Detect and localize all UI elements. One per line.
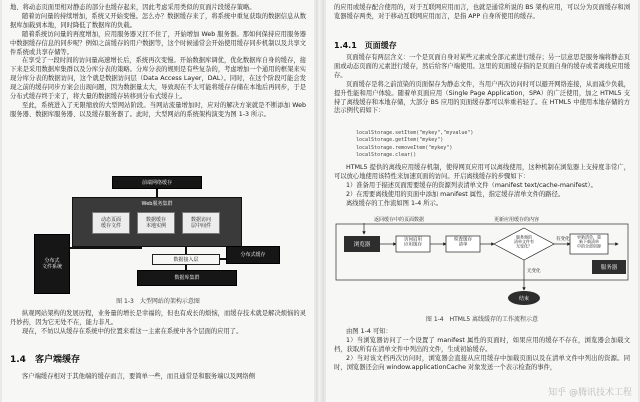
paragraph: 2）当对该文档再次访问时，浏览器会直接从应用缓存中加载页面以及在清单文件中列出的资源。同时，浏览器还会向 window.applicationCache 对象发送一个表示检查的事件， <box>334 354 630 371</box>
data-access-middleware-box: 数据访问 层中间件 <box>182 212 220 234</box>
paragraph: 离线缓存的工作流如图 1-4 所示。 <box>346 199 443 207</box>
front-network-cache-box: 前端网络缓存 <box>112 176 202 189</box>
local-data-cache-box: 数据缓存 本地实例 <box>137 212 175 234</box>
download-label: 更新清单，重新下载清单中的全部资源 <box>577 234 601 249</box>
code-block <box>356 130 473 159</box>
paragraph: 2）在需要离线使用的页面中添加 manifest 属性，指定缓存清单文件的路径。 <box>346 190 565 198</box>
paragraph: 在享受了一段时间的访问量高速增长后，系统再次变慢。开始数据库调优，优化数据库自身的缓存，接下来是采用数据库集群以及分库分表的策略。分库分表的规则是有些复杂的，考虑增加一个通用的框架来实现分库分表的数据访问，这个就是数据访问层（Data Access Layer，DAL）。同时，在这个阶段可能会发现之前的缓存同步方案会出现问题，因为数据量太大，导致现在不太可能将缓存存储在本地后再同步，于是分布式缓存终于来了，将大量的数据缓存转移到分布式缓存上。 <box>10 57 306 101</box>
right-page-body-text <box>334 54 630 116</box>
right-page-mid-text <box>334 164 630 209</box>
figure-1-4 <box>334 210 630 310</box>
book-gutter <box>316 0 324 402</box>
paragraph: 至此，系统进入了无限缩放的大型网站阶段。当网站流量增加时，应对的解决方案就是不断添加 Web 服务器、数据库服务器、以及缓存服务器了。此时，大型网站的系统架构演变为图 1-3 所示。 <box>10 101 306 118</box>
paragraph: 随着访问量的持续增加，系统又开始变慢。怎么办？数据缓存来了，将系统中重复获取的数据信息从数据库加载到本地，同时降低了数据库的负载。 <box>10 12 306 29</box>
paragraph: 页面缓存是将之前渲染的页面保存为静态文件，当用户再次访问时可以避开网络连接，从而减少负载，提升性能和用户体验。随着单页面应用（Single Page Application，SPA）的广泛使用，加之 HTML5 支持了离线缓存和本地存储，大部分 BS 应用的页面缓存都可以举重若轻了。在 HTML5 中使用本地存储的方法示例代码如下： <box>334 80 630 115</box>
left-page-top-text <box>10 4 306 120</box>
paragraph: 客户端缓存相对于其他端的缓存而言，要简单一些，而且通常是和服务端以及网络侧 <box>22 373 255 380</box>
connector-line <box>185 247 187 254</box>
paragraph: 页面缓存有两层含义：一个是页面自身对某些元素或全部元素进行缓存；另一层意思是服务端将静态页面或动态页面的元素进行缓存，然后给客户端使用。这里的页面缓存指的是页面自身的缓存或者离线应用缓存。 <box>334 54 630 79</box>
paragraph: 由图 1-4 可知： <box>346 328 392 335</box>
distributed-fs-box: 分布式 文件系统 <box>34 234 70 294</box>
code-line: localStorage.setItem("mykey","myvalue") <box>356 130 474 136</box>
figure-1-3 <box>32 174 282 302</box>
check-manifest-label: 检查缓存清单 <box>454 237 472 248</box>
paragraph: HTML5 提供的离线应用缓存机制，使得网页应用可以离线使用，这种机制在浏览器上支持度非常广，可以放心地使用该特性来加速页面的访问。开启离线缓存的步骤如下： <box>334 164 630 180</box>
right-page-bottom-text <box>334 328 630 373</box>
paragraph: 纵观网站架构的发展历程，业务量的增长是幸福的，但也有成长的烦恼，而缓存技术就是解决烦恼的灵丹妙药，因为它无处不在，能力非凡。 <box>10 310 306 326</box>
left-page-last-text <box>10 373 306 382</box>
connector-line <box>220 258 226 260</box>
decision-label: 服务器的清单文件有无变化？ <box>514 234 534 249</box>
subsection-heading: 1.4.1 页面缓存 <box>334 41 397 50</box>
has-change-label: 有变化 <box>556 237 570 242</box>
connector-line <box>70 247 142 249</box>
section-heading: 1.4 客户端缓存 <box>10 355 80 365</box>
dynamic-page-cache-box: 动态页面 缓存文件 <box>92 212 130 234</box>
arrow-connector <box>156 189 158 197</box>
left-page-bottom-text <box>10 310 306 337</box>
figure-label: 更新应用缓存的内容 <box>494 217 540 223</box>
browser-label: 浏览器 <box>353 242 371 248</box>
data-access-layer-box: 数据接入层 <box>152 254 220 265</box>
code-line: localStorage.removeItem("mykey") <box>356 144 453 151</box>
paragraph: 1）准备用于描述页面需要缓存的资源列表清单文件（manifest text/cache-manifest）。 <box>346 181 597 189</box>
code-line: localStorage.getItem("mykey") <box>356 137 444 144</box>
watermark: 知乎 @腾讯技术工程 <box>548 388 632 398</box>
code-line: localStorage.clear() <box>356 151 417 158</box>
database-cluster-box: 数据库集群 <box>137 270 237 286</box>
paragraph: 的应用或缓存配合使用的，对于互联网应用而言，也就是通常所说的 BS 架构应用，可以分为页面缓存和浏览器缓存两类，对于移动互联网应用而言，是指 APP 自身所使用的缓存。 <box>334 4 630 20</box>
visit-label: 访问启用应用缓存 <box>404 237 422 248</box>
right-page-top-text <box>334 4 630 22</box>
paragraph: 1）当浏览器访问了一个设置了 manifest 属性的页面时，如果应用的缓存不存在，浏览器会加载文档，获取所有在清单文件中列出的文件，生成初始缓存。 <box>334 336 630 353</box>
web-cluster-label: Web服务集群 <box>141 201 173 207</box>
figure-label: 返回缓存中的页面数据 <box>374 217 425 223</box>
paragraph: 随着系统访问量的再度增加，应用服务器又扛不住了，开始增加 Web 服务器。那如何保持应用服务器中数据缓存信息的同步呢？例如之前缓存的用户数据等，这个时候通常会开始使用缓存同步机制以及共享文件系统或共享存储等。 <box>10 30 306 56</box>
server-label: 服务器 <box>600 265 618 271</box>
connector-line <box>185 265 187 270</box>
figure-1-3-caption: 图 1-3 大型网站的架构示意图 <box>116 298 200 305</box>
paragraph: 现在，不妨以从缓存在系统中的位置来看这一主素在系统中各个层面的应用了。 <box>22 327 243 335</box>
no-change-label: 无变化 <box>527 269 541 274</box>
right-page <box>326 0 638 402</box>
end-label: 结束 <box>518 296 530 302</box>
distributed-cache-box: 分布式缓存 <box>226 246 280 264</box>
paragraph: 地、将动态页面里相对静态的部分也缓存起来，因此考虑采用类似的页面片段缓存策略。 <box>10 4 256 11</box>
figure-1-4-caption: 图 1-4 HTML5 离线缓存的工作流程示意 <box>425 316 539 323</box>
left-page <box>2 0 314 402</box>
